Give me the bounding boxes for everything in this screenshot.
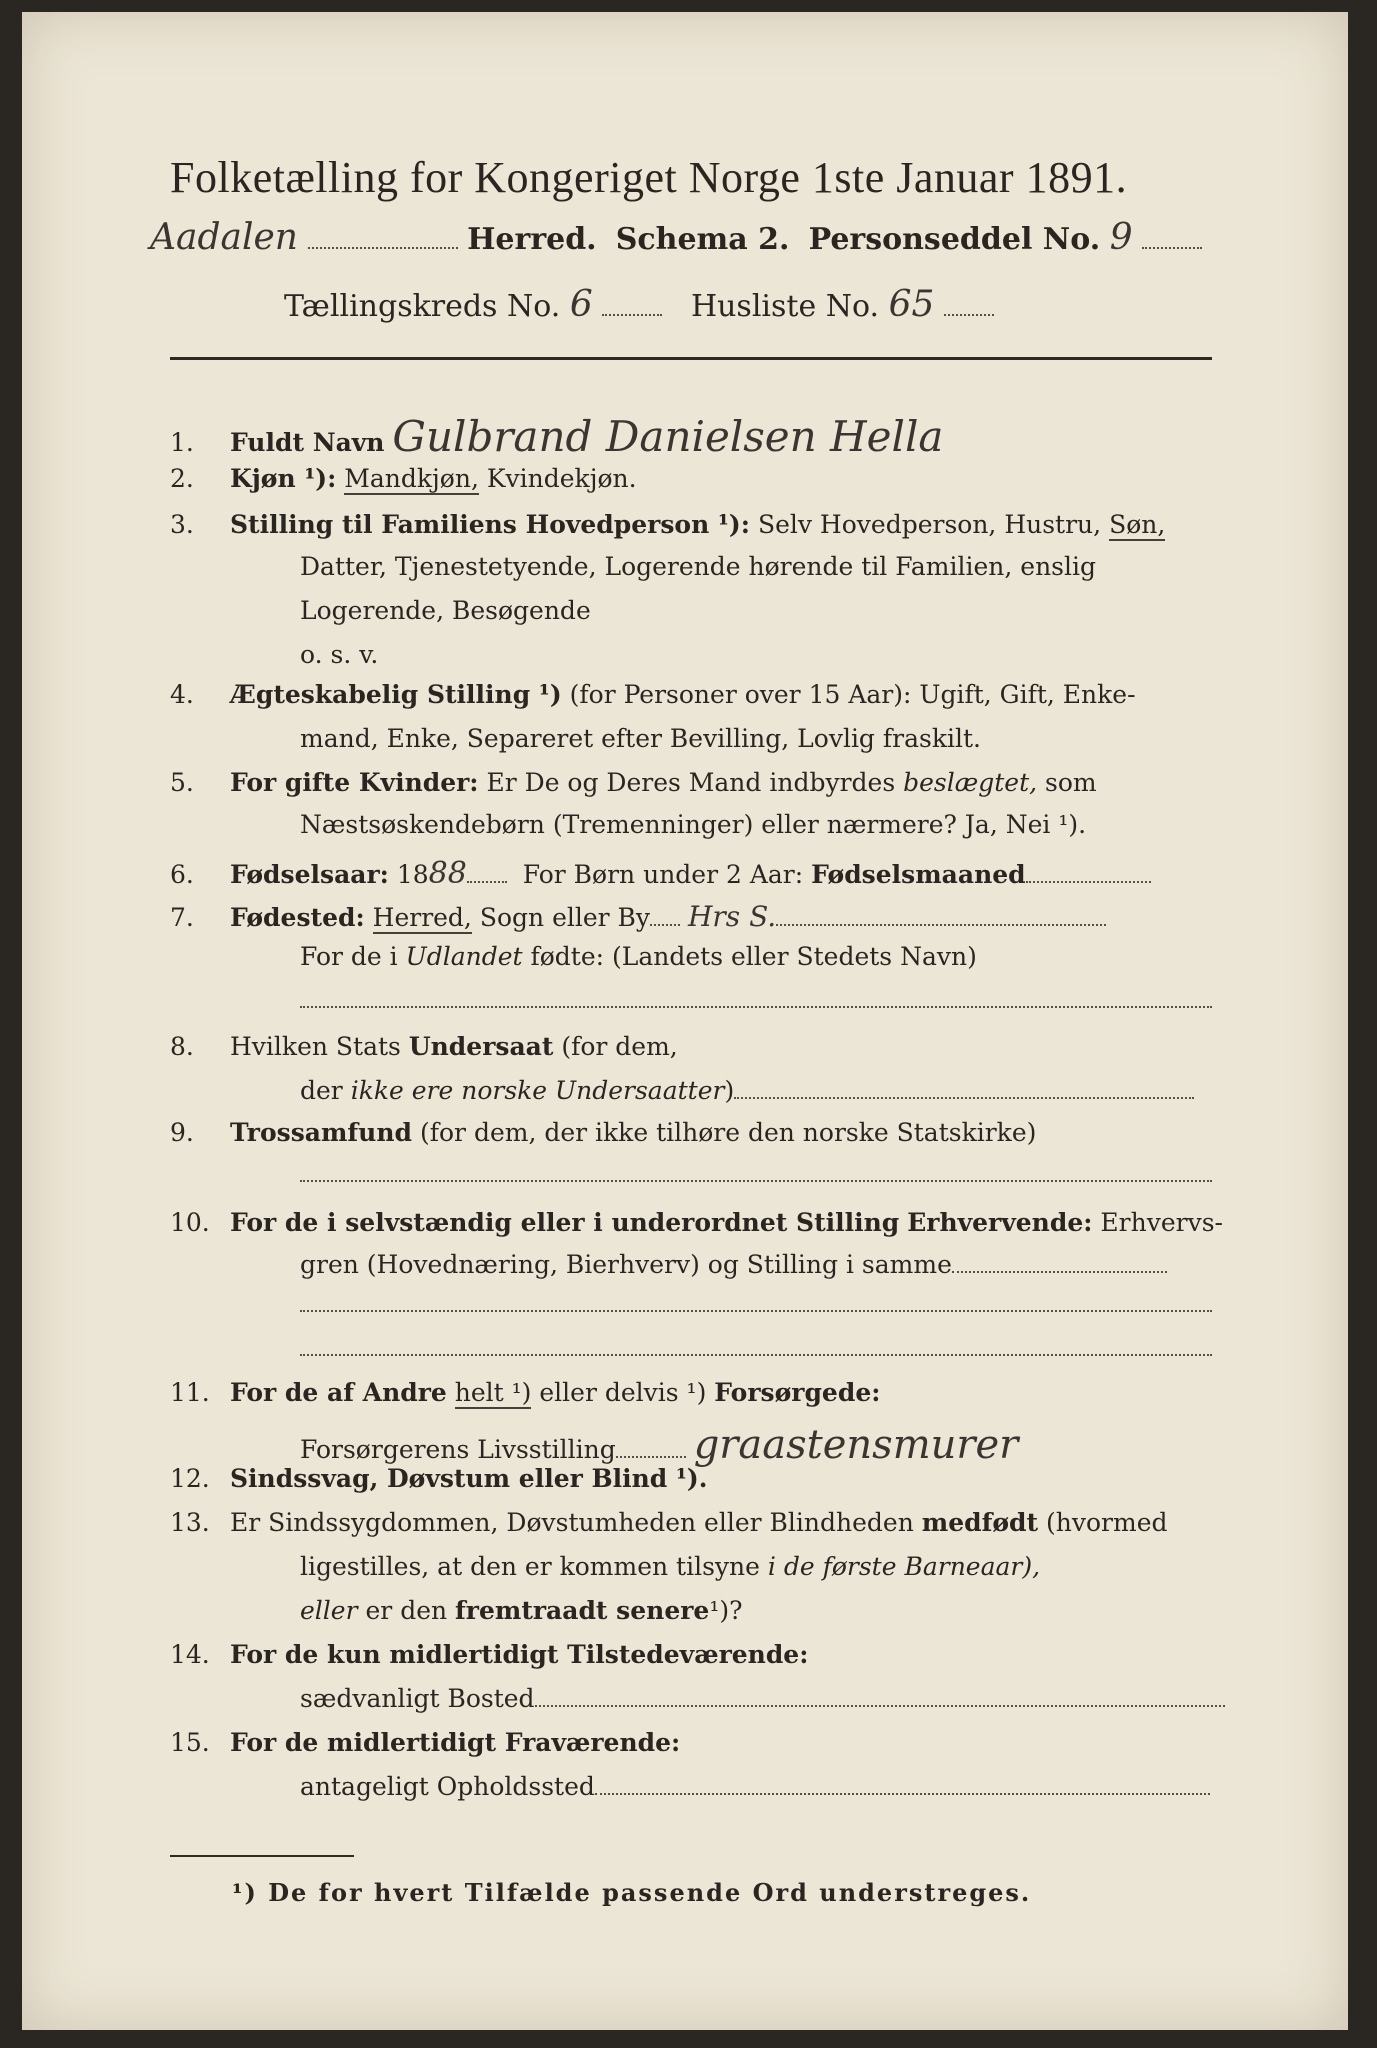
question-6: 6. Fødselsaar: 1888 For Børn under 2 Aar: Fødselsmaaned <box>170 856 1151 891</box>
q10-blank-line-2 <box>300 1354 1212 1356</box>
question-13: 13. Er Sindssygdommen, Døvstumheden eller Blindheden medfødt (hvormed <box>170 1508 1168 1537</box>
kreds-label: Tællingskreds No. <box>284 289 561 324</box>
husliste-label: Husliste No. <box>690 289 880 324</box>
q1-value: Gulbrand Danielsen Hella <box>392 412 944 461</box>
q11-value: graastensmurer <box>693 1422 1019 1468</box>
kreds-row <box>284 284 994 325</box>
q3-selected: Søn, <box>1109 510 1166 539</box>
question-8: 8. Hvilken Stats Undersaat (for dem, <box>170 1032 678 1061</box>
question-10: 10. For de i selvstændig eller i underordnet Stilling Erhvervende: Erhvervs- <box>170 1208 1223 1237</box>
question-14: 14. For de kun midlertidigt Tilstedeværende: <box>170 1640 809 1669</box>
herred-label: Herred. <box>467 222 597 257</box>
q10-blank-line-1 <box>300 1310 1212 1312</box>
q7-value: Hrs S. <box>688 900 777 933</box>
question-4: 4. Ægteskabelig Stilling ¹) (for Personer over 15 Aar): Ugift, Gift, Enke- <box>170 680 1136 709</box>
question-2: 2. Kjøn ¹): Mandkjøn, Kvindekjøn. <box>170 464 637 493</box>
herred-value: Aadalen <box>150 217 298 258</box>
q7-blank-line <box>300 1006 1212 1008</box>
q9-blank-line <box>300 1180 1212 1182</box>
question-7: 7. Fødested: Herred, Sogn eller By Hrs S. <box>170 900 1106 933</box>
q7-selected: Herred, <box>372 903 472 932</box>
schema-label: Schema 2. <box>615 222 790 257</box>
q6-value: 88 <box>428 856 467 891</box>
question-11: 11. For de af Andre helt ¹) eller delvis ¹) Forsørgede: <box>170 1378 881 1407</box>
question-3: 3. Stilling til Familiens Hovedperson ¹): Selv Hovedperson, Hustru, Søn, <box>170 510 1166 539</box>
q2-selected: Mandkjøn, <box>344 464 479 493</box>
husliste-value: 65 <box>888 284 935 325</box>
question-9: 9. Trossamfund (for dem, der ikke tilhøre den norske Statskirke) <box>170 1118 1037 1147</box>
question-15: 15. For de midlertidigt Fraværende: <box>170 1728 681 1757</box>
question-1: 1. Fuldt Navn Gulbrand Danielsen Hella <box>170 412 944 461</box>
footnote: ¹) De for hvert Tilfælde passende Ord understreges. <box>232 1878 1032 1907</box>
question-5: 5. For gifte Kvinder: Er De og Deres Mand indbyrdes beslægtet, som <box>170 768 1097 797</box>
footnote-divider <box>170 1855 354 1857</box>
question-12: 12. Sindssvag, Døvstum eller Blind ¹). <box>170 1464 708 1493</box>
census-form-page: Folketælling for Kongeriget Norge 1ste Januar 1891. Aadalen Herred. Schema 2. Personseddel No. 9 Tællingskreds No. 6 Husliste No. 65 1. Fuldt Navn Gulbrand Danielsen Hella 2. Kjøn ¹): Mandkjøn, Kvindekjøn. 3. Stilling til Familiens Hovedperson ¹): Selv Hovedperson, Hustru, Søn, Datter, Tjenestetyende, Logerende hørende til Familien, enslig Logerende, Besøgende o. s. v. 4. Ægteskabelig Stilling ¹) (for Personer over 15 Aar): Ugift, Gift, Enke- mand, Enke, Separeret efter Bevilling, Lovlig fraskilt. 5. For gifte Kvinder: Er De og Deres Mand indbyrdes beslægtet, som Næstsøskendebørn (Tremenninger) eller nærmere? Ja, Nei ¹). 6. Fødselsaar: 1888 For Børn under 2 Aar: Fødselsmaaned 7. Fødested: Herred, Sogn eller By Hrs S. For de i Udlandet fødte: (Landets eller Stedets Navn) 8. Hvilken Stats Undersaat (for dem, der ikke ere norske Undersaatter) 9. Trossamfund (for dem, der ikke tilhøre den norske Statskirke) 10. For de i selvstændig eller i underordnet Stilling Erhvervende: Erhvervs- gren (Hovednæring, Bierhverv) og Stilling i samme 11. For de af Andre helt ¹) eller delvis ¹) Forsørgede: Forsørgerens Livsstilling graastensmurer 12. Sindssvag, Døvstum eller Blind ¹). 13. Er Sindssygdommen, Døvstumheden eller Blindheden medfødt (hvormed ligestilles, at den er kommen tilsyne i de første Barneaar), eller er den fremtraadt senere¹)? 14. For de kun midlertidigt Tilstedeværende: sædvanligt Bosted 15. For de midlertidigt Fraværende: antageligt Opholdssted ¹) De for hvert Tilfælde passende Ord understreges. <box>22 12 1348 2030</box>
kreds-value: 6 <box>569 284 593 325</box>
personseddel-value: 9 <box>1109 217 1133 258</box>
q1-label: Fuldt Navn <box>230 428 385 457</box>
personseddel-label: Personseddel No. <box>808 222 1101 257</box>
herred-row <box>150 217 1202 258</box>
header-divider <box>170 357 1212 360</box>
form-title: Folketælling for Kongeriget Norge 1ste Januar 1891. <box>170 153 1128 202</box>
